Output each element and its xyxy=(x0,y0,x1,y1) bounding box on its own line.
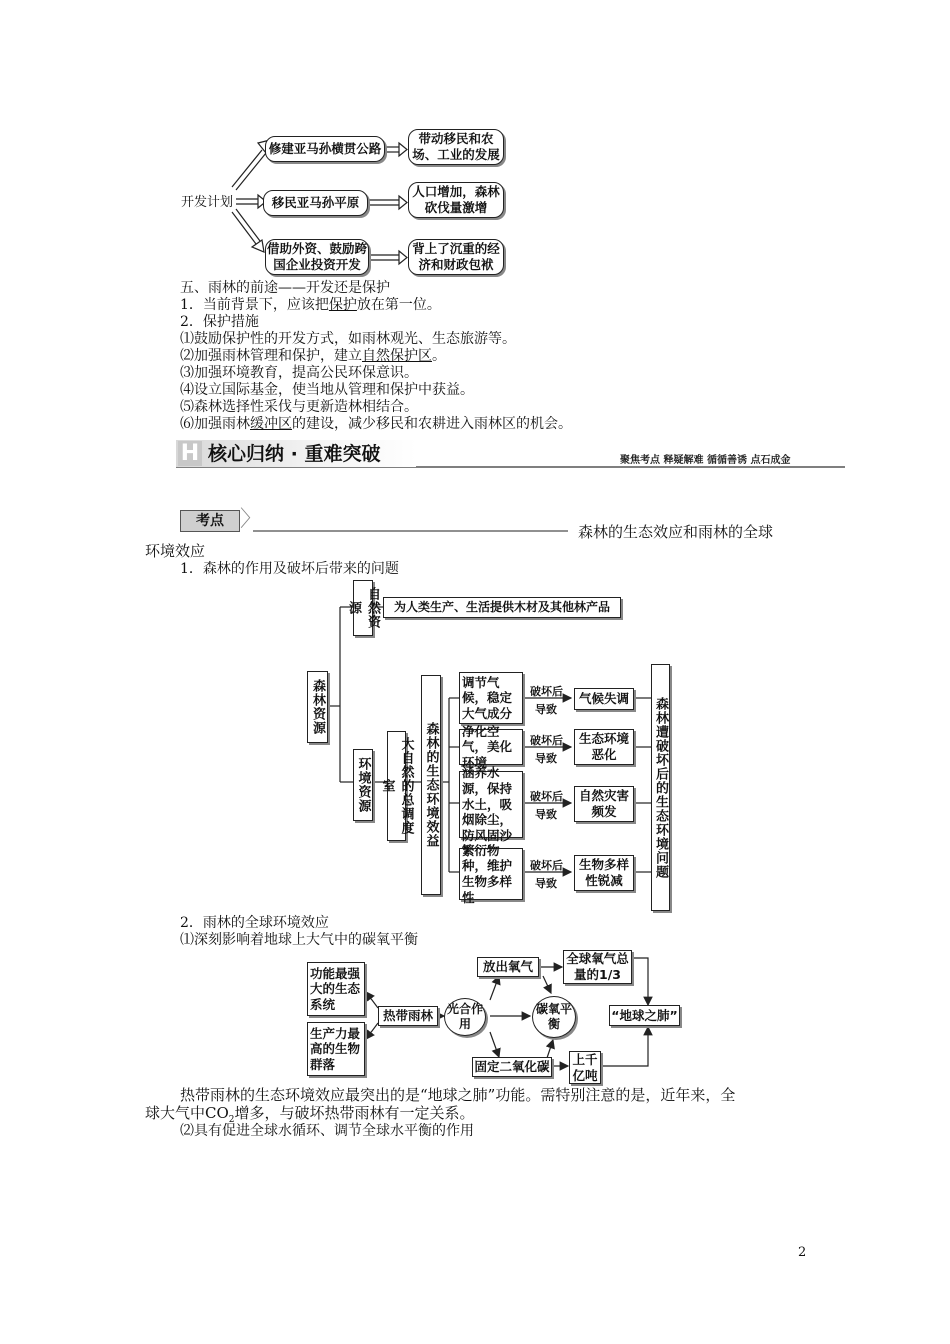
eco-benefit: 森林的生态环境效益 xyxy=(421,675,441,895)
photosynthesis-circle: 光合作用 xyxy=(444,998,486,1036)
measure-1: ⑴鼓励保护性的开发方式，如雨林观光、生态旅游等。 xyxy=(180,331,516,347)
kaodian-chevron-icon: 〉 xyxy=(240,507,263,532)
sub-heading-2-1: ⑴深刻影响着地球上大气中的碳氧平衡 xyxy=(180,932,418,948)
env-resource: 环境资源 xyxy=(353,749,373,821)
bottom-left-box: 生产力最高的生物群落 xyxy=(307,1022,365,1076)
section5-p1: 1．当前背景下，应该把保护放在第一位。 xyxy=(180,297,441,313)
sub-heading-1: 1．森林的作用及破坏后带来的问题 xyxy=(180,561,399,577)
banner-letter: H xyxy=(178,441,202,466)
co2-box: 固定二氧化碳 xyxy=(472,1057,552,1077)
dev-plan-3: 借助外资、鼓励跨国企业投资开发 xyxy=(265,239,369,275)
arrow-label-2a: 破坏后 xyxy=(530,734,563,747)
global-para-1: 热带雨林的生态环境效应最突出的是“地球之肺”功能。需特别注意的是，近年来，全 xyxy=(180,1086,736,1104)
top-left-box: 功能最强大的生态系统 xyxy=(307,962,365,1016)
func-2: 净化空气，美化环境 xyxy=(459,729,523,765)
dev-result-1: 带动移民和农场、工业的发展 xyxy=(408,129,504,165)
measure-3: ⑶加强环境教育，提高公民环保意识。 xyxy=(180,365,418,381)
arrow-label-1a: 破坏后 xyxy=(530,685,563,698)
arrow-label-4a: 破坏后 xyxy=(530,859,563,872)
section5-heading: 五、雨林的前途——开发还是保护 xyxy=(180,280,390,296)
section5-p2: 2．保护措施 xyxy=(180,314,259,330)
page-number: 2 xyxy=(798,1245,807,1260)
arrow-label-3b: 导致 xyxy=(535,808,557,821)
measure-6: ⑹加强雨林缓冲区的建设，减少移民和农耕进入雨林区的机会。 xyxy=(180,416,572,432)
func-3: 涵养水源，保持水土，吸烟除尘，防风固沙 xyxy=(459,771,523,838)
func-4: 繁衍物种，维护生物多样性 xyxy=(459,848,523,900)
measure-2: ⑵加强雨林管理和保护，建立自然保护区。 xyxy=(180,348,446,364)
arrow-label-3a: 破坏后 xyxy=(530,790,563,803)
effect-3: 自然灾害频发 xyxy=(574,786,634,822)
dev-result-2: 人口增加，森林砍伐量激增 xyxy=(408,182,504,218)
rainforest-box: 热带雨林 xyxy=(378,1006,438,1026)
effect-1: 气候失调 xyxy=(574,688,634,710)
kaodian-title-1: 森林的生态效应和雨林的全球 xyxy=(578,523,774,541)
arrow-label-4b: 导致 xyxy=(535,877,557,890)
measure-4: ⑷设立国际基金，使当地从管理和保护中获益。 xyxy=(180,382,474,398)
dev-plan-root: 开发计划 xyxy=(181,195,234,210)
balance-circle: 碳氧平衡 xyxy=(532,996,576,1038)
arrow-label-1b: 导致 xyxy=(535,703,557,716)
banner-title: 核心归纳 · 重难突破 xyxy=(208,443,381,465)
global-para-2: 球大气中$CO_2$增多，与破坏热带雨林有一定关系。 xyxy=(145,1104,475,1125)
forest-root: 森林资源 xyxy=(307,671,328,743)
forest-problem: 森林遭破坏后的生态环境问题 xyxy=(651,664,670,911)
effect-4: 生物多样性锐减 xyxy=(574,855,634,891)
sub-heading-2-2: ⑵具有促进全球水循环、调节全球水平衡的作用 xyxy=(180,1123,474,1139)
oxygen-box: 放出氧气 xyxy=(477,957,539,977)
natural-resource: 自然资源 xyxy=(353,580,373,636)
effect-2: 生态环境恶化 xyxy=(574,729,634,765)
dev-plan-1: 修建亚马孙横贯公路 xyxy=(265,136,385,162)
measure-5: ⑸森林选择性采伐与更新造林相结合。 xyxy=(180,399,418,415)
sub-heading-2: 2．雨林的全球环境效应 xyxy=(180,915,329,931)
dev-result-3: 背上了沉重的经济和财政包袱 xyxy=(408,239,504,275)
natural-use: 为人类生产、生活提供木材及其他林产品 xyxy=(383,597,621,618)
dev-plan-2: 移民亚马孙平原 xyxy=(263,190,368,216)
arrow-label-2b: 导致 xyxy=(535,752,557,765)
banner-tagline: 聚焦考点 释疑解难 循循善诱 点石成金 xyxy=(620,455,791,466)
nature-regulator: 大自然的总调度室 xyxy=(387,731,406,841)
func-1: 调节气候，稳定大气成分 xyxy=(459,672,523,724)
kaodian-tag: 考点 xyxy=(180,510,240,532)
tons-box: 上千亿吨 xyxy=(569,1051,601,1084)
lung-box: “地球之肺” xyxy=(609,1005,680,1026)
kaodian-title-2: 环境效应 xyxy=(145,542,206,560)
oxygen-share-box: 全球氧气总量的1/3 xyxy=(563,950,632,984)
